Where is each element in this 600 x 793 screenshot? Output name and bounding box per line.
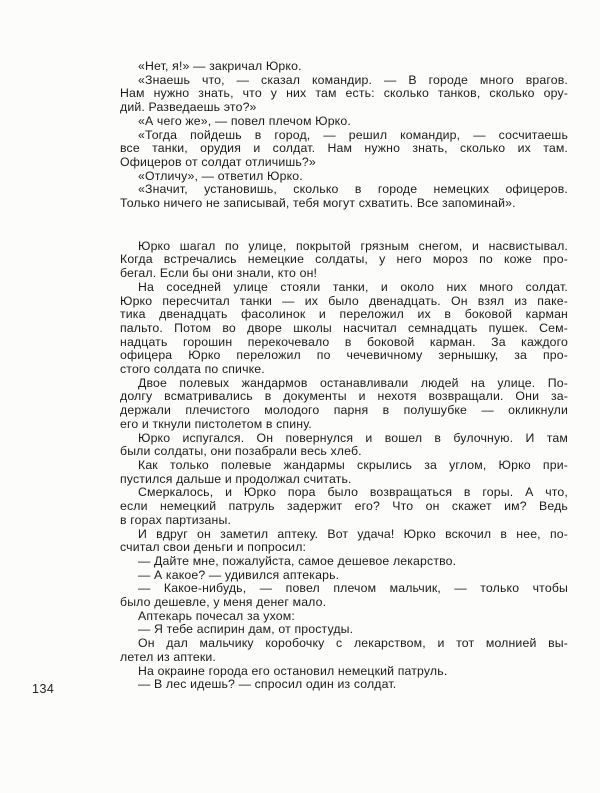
text-line: Он дал мальчику коробочку с лекарством, и тот молнией вы- (138, 636, 568, 651)
text-line: дий. Разведаешь это?» (120, 100, 257, 115)
text-line: пустился дальше и продолжал считать. (120, 471, 352, 486)
text-line: Как только полевые жандармы скрылись за углом, Юрко при- (138, 457, 568, 472)
paragraph (120, 60, 568, 74)
paragraph (120, 459, 568, 486)
text-line: держали плечистого молодого парня в полушубке — окликнули (120, 403, 568, 418)
paragraph (120, 170, 568, 184)
text-line: Двое полевых жандармов останавливали людей на улице. По- (138, 375, 568, 390)
text-line: Только ничего не записывай, тебя могут схватить. Все запоминай». (120, 196, 516, 211)
text-line: было дешевле, у меня денег мало. (120, 595, 327, 610)
text-line: надцать горошин перекочевало в боковой карман. За каждого (120, 334, 568, 349)
paragraph (120, 240, 568, 281)
paragraph (120, 637, 568, 664)
text-line: тика двенадцать фасолинок и переложил их в боковой карман (120, 307, 568, 322)
text-line: На окраине города его остановил немецкий патруль. (138, 663, 448, 678)
text-line: Юрко испугался. Он повернулся и вошел в булочную. И там (138, 430, 568, 445)
text-section-narrative (120, 240, 568, 692)
text-line: Юрко пересчитал танки — их было двенадцать. Он взял из паке- (120, 293, 568, 308)
text-block (120, 60, 568, 692)
text-line: пальто. Потом во дворе школы насчитал семнадцать пушек. Сем- (120, 320, 568, 335)
paragraph (120, 665, 568, 679)
text-line: «Значит, установишь, сколько в городе немецких офицеров. (138, 182, 568, 197)
paragraph (120, 582, 568, 609)
text-line: Аптекарь почесал за ухом: (138, 608, 295, 623)
text-line: Нам нужно знать, что у них там есть: сколько танков, сколько ору- (120, 86, 568, 101)
text-line: все танки, орудия и солдат. Нам нужно знать, сколько их там. (120, 141, 568, 156)
paragraph (120, 678, 568, 692)
paragraph (120, 432, 568, 459)
text-line: его и ткнули пистолетом в спину. (120, 416, 312, 431)
paragraph (120, 377, 568, 432)
text-line: летел из аптеки. (120, 649, 216, 664)
text-line: — Дайте мне, пожалуйста, самое дешевое лекарство. (138, 553, 457, 568)
text-line: И вдруг он заметил аптеку. Вот удача! Юрко вскочил в нее, по- (138, 526, 568, 541)
paragraph (120, 623, 568, 637)
paragraph (120, 555, 568, 569)
text-line: На соседней улице стояли танки, и около них много солдат. (138, 279, 568, 294)
text-line: долгу всматривались в документы и нехотя возвращали. Они за- (120, 389, 568, 404)
paragraph (120, 115, 568, 129)
text-line: Смеркалось, и Юрко пора было возвращаться в горы. А что, (138, 485, 568, 500)
text-line: считал свои деньги и попросил: (120, 540, 307, 555)
paragraph (120, 281, 568, 377)
text-line: офицера Юрко переложил по чечевичному зернышку, за про- (120, 348, 568, 363)
text-line: «Тогда пойдешь в город, — решил командир, — сосчитаешь (138, 127, 568, 142)
text-line: были солдаты, они позабрали весь хлеб. (120, 444, 362, 459)
paragraph (120, 183, 568, 210)
paragraph (120, 129, 568, 170)
text-line: «А чего же», — повел плечом Юрко. (138, 113, 351, 128)
text-section-dialogue (120, 60, 568, 211)
text-line: «Знаешь что, — сказал командир. — В городе много врагов. (138, 72, 568, 87)
text-line: «Отличу», — ответил Юрко. (138, 168, 303, 183)
text-line: — Какое-нибудь, — повел плечом мальчик, — только чтобы (138, 581, 568, 596)
paragraph (120, 74, 568, 115)
text-line: — Я тебе аспирин дам, от простуды. (138, 622, 354, 637)
text-line: Юрко шагал по улице, покрытой грязным снегом, и насвистывал. (138, 238, 568, 253)
paragraph (120, 610, 568, 624)
text-line: стого солдата по спичке. (120, 362, 265, 377)
paragraph (120, 569, 568, 583)
page-number: 134 (32, 682, 55, 696)
text-line: в горах партизаны. (120, 512, 232, 527)
text-line: «Нет, я!» — закричал Юрко. (138, 59, 302, 73)
text-line: Когда встречались немецкие солдаты, у него мороз по коже про- (120, 252, 568, 267)
paragraph (120, 528, 568, 555)
text-line: — А какое? — удивился аптекарь. (138, 567, 340, 582)
text-line: если немецкий патруль задержит его? Что он скажет им? Ведь (120, 499, 568, 514)
paragraph (120, 486, 568, 527)
text-line: Офицеров от солдат отличишь?» (120, 154, 316, 169)
text-line: бегал. Если бы они знали, кто он! (120, 266, 318, 281)
text-line: — В лес идешь? — спросил один из солдат. (138, 677, 397, 692)
